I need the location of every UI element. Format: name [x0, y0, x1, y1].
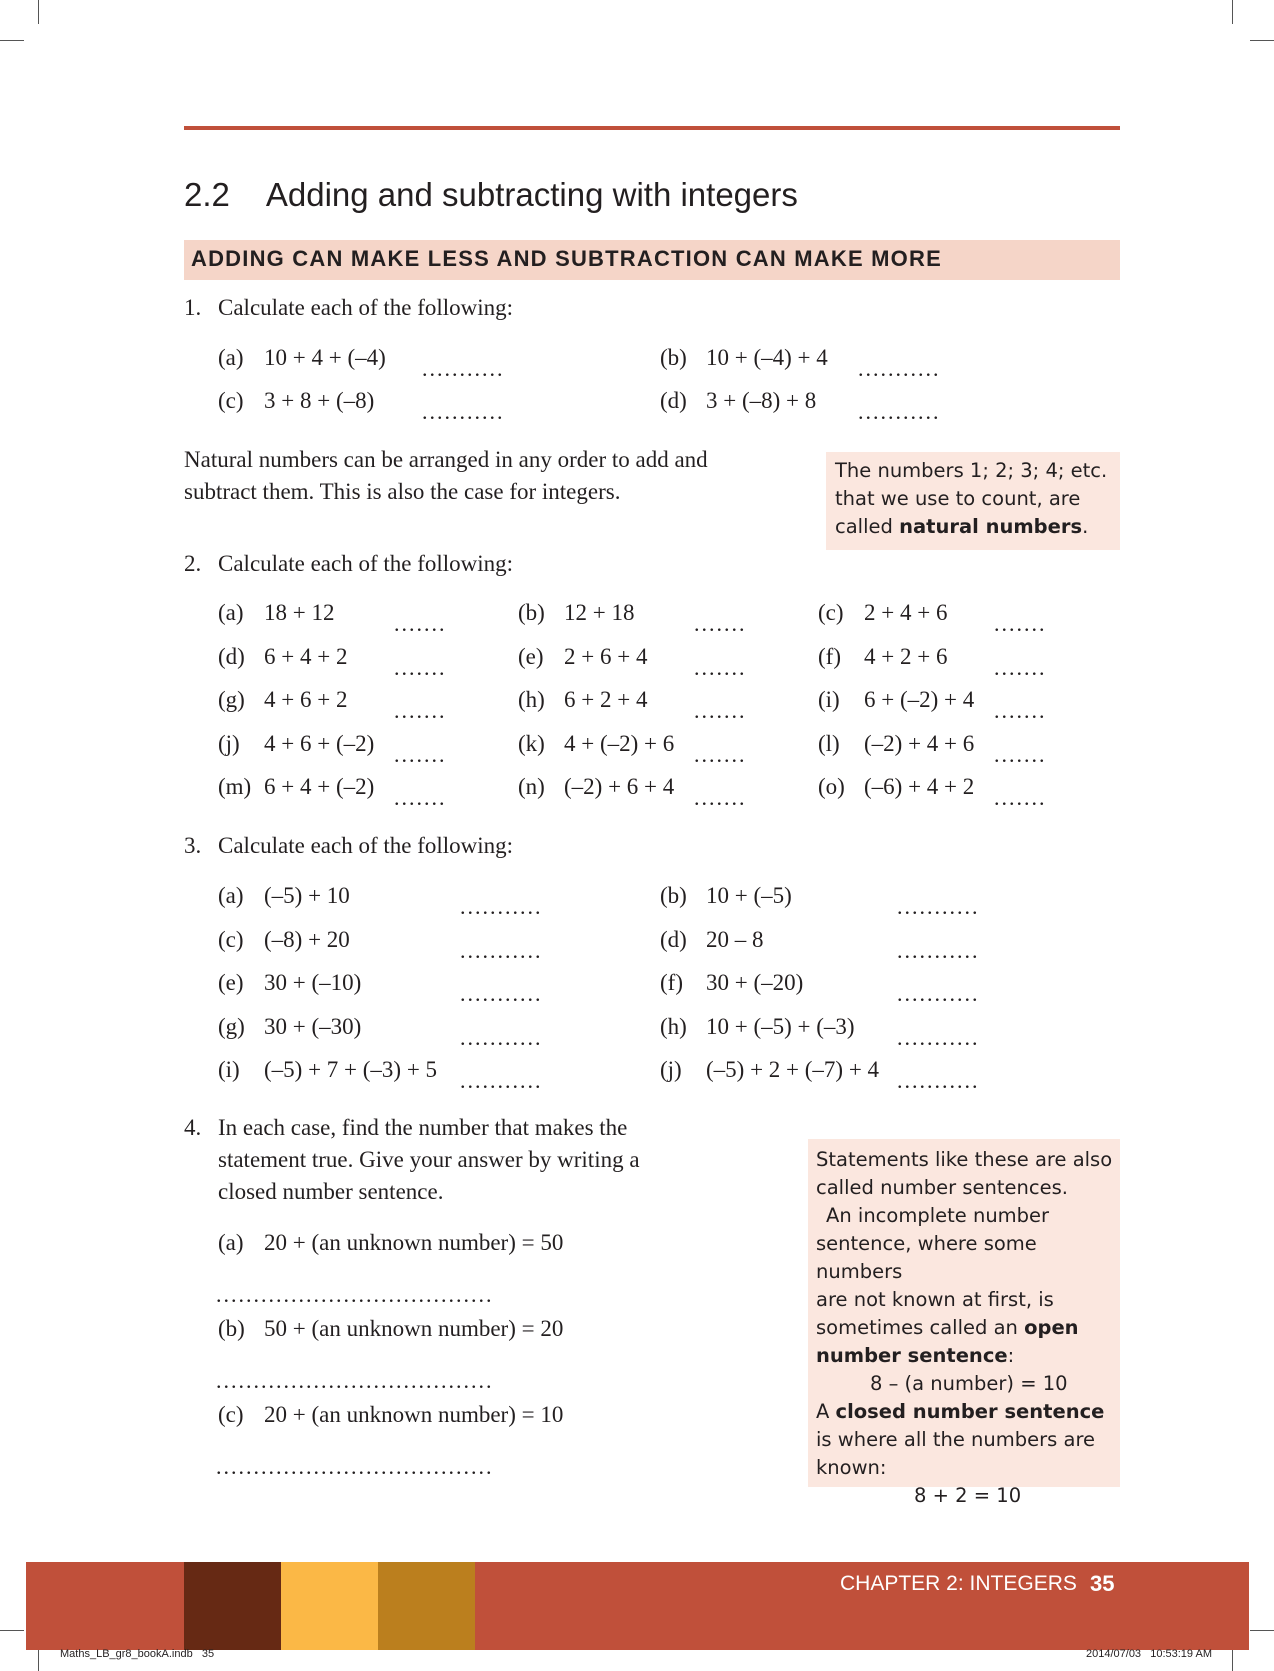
footer-swatch-gold	[378, 1562, 475, 1650]
answer-dots[interactable]: .......	[694, 785, 747, 810]
q2-item: (h) 6 + 2 + 4	[518, 687, 648, 712]
q1-text: Calculate each of the following:	[218, 295, 514, 320]
q2-item: (d) 6 + 4 + 2	[218, 643, 348, 669]
crop-mark	[1250, 40, 1274, 41]
q1-item: (b) 10 + (–4) + 4	[660, 345, 828, 370]
crop-mark	[38, 1647, 39, 1671]
top-rule	[184, 126, 1120, 130]
footer-chapter: CHAPTER 2: INTEGERS	[840, 1572, 1077, 1595]
q4-item: (a) 20 + (an unknown number) = 50	[218, 1230, 564, 1255]
q1-item: (c) 3 + 8 + (–8)	[218, 388, 375, 413]
page-number: 35	[1090, 1571, 1115, 1596]
crop-mark	[38, 0, 39, 24]
answer-dots[interactable]: .......	[994, 698, 1047, 723]
crop-mark	[1250, 1630, 1274, 1631]
answer-dots[interactable]: ...........	[858, 399, 941, 424]
answer-dots[interactable]: ...........	[422, 399, 505, 424]
q3-item: (a) (–5) + 10	[218, 883, 350, 908]
answer-dots[interactable]: .......	[394, 611, 447, 636]
answer-dots[interactable]: ...........	[460, 937, 543, 963]
q2-item: (m) 6 + 4 + (–2)	[218, 774, 375, 799]
crop-mark	[0, 40, 24, 41]
q4-item: (b) 50 + (an unknown number) = 20	[218, 1316, 564, 1341]
q2-item: (j) 4 + 6 + (–2)	[218, 730, 375, 756]
answer-dots[interactable]: ...........	[897, 981, 980, 1006]
slug-file: Maths_LB_gr8_bookA.indb 35	[60, 1648, 215, 1660]
q2-text: Calculate each of the following:	[218, 551, 514, 576]
answer-dots[interactable]: ...........	[460, 1068, 543, 1093]
answer-dots[interactable]: .......	[694, 611, 747, 636]
answer-dots[interactable]: ...........	[858, 356, 941, 381]
answer-dots[interactable]: ...........	[897, 1068, 980, 1093]
q3-item: (d) 20 – 8	[660, 926, 764, 952]
answer-dots[interactable]: .......	[994, 785, 1047, 810]
q1-number: 1.	[184, 295, 202, 320]
q4-text: In each case, find the number that makes the statement true. Give your answer by writing a closed number sentence.	[218, 1115, 640, 1204]
footer-swatch-dark	[184, 1562, 281, 1650]
q2-item: (e) 2 + 6 + 4	[518, 643, 648, 669]
note-number-sentences: Statements like these are also called number sentences. An incomplete number sentence, where some numbers are not known at first, is sometimes called an open number sentence: 8 – (a number) = 10 A closed number sentence is where all the numbers are known: 8 + 2 = 10	[808, 1139, 1120, 1487]
q3-item: (h) 10 + (–5) + (–3)	[660, 1013, 855, 1039]
answer-dots[interactable]: .....................................	[216, 1454, 494, 1479]
q2-item: (c) 2 + 4 + 6	[818, 600, 948, 625]
banner-text: ADDING CAN MAKE LESS AND SUBTRACTION CAN MAKE MORE	[191, 246, 942, 271]
section-heading	[184, 176, 798, 214]
answer-dots[interactable]: .......	[394, 654, 447, 680]
q2-item: (a) 18 + 12	[218, 600, 335, 625]
answer-dots[interactable]: .......	[394, 698, 447, 723]
q3-item: (i) (–5) + 7 + (–3) + 5	[218, 1057, 438, 1082]
answer-dots[interactable]: ...........	[460, 894, 543, 919]
slug-timestamp: 2014/07/03 10:53:19 AM	[1086, 1648, 1212, 1660]
crop-mark	[1232, 0, 1233, 24]
q1-item: (d) 3 + (–8) + 8	[660, 388, 817, 413]
q3-item: (f) 30 + (–20)	[660, 970, 804, 995]
q2-item: (f) 4 + 2 + 6	[818, 643, 948, 669]
section-number: 2.2	[184, 176, 230, 213]
answer-dots[interactable]: .......	[694, 698, 747, 723]
answer-dots[interactable]: .......	[994, 654, 1047, 680]
answer-dots[interactable]: .....................................	[216, 1368, 494, 1393]
section-title: Adding and subtracting with integers	[265, 176, 798, 213]
answer-dots[interactable]: ...........	[897, 937, 980, 963]
note-natural-numbers: The numbers 1; 2; 3; 4; etc. that we use to count, are called natural numbers.	[826, 452, 1120, 550]
answer-dots[interactable]: ...........	[897, 1024, 980, 1050]
natural-numbers-paragraph: Natural numbers can be arranged in any order to add and subtract them. This is also the case for integers.	[184, 447, 708, 504]
q2-item: (i) 6 + (–2) + 4	[818, 687, 975, 712]
answer-dots[interactable]: ...........	[897, 894, 980, 919]
answer-dots[interactable]: .......	[394, 741, 447, 767]
q3-text: Calculate each of the following:	[218, 833, 514, 858]
answer-dots[interactable]: ...........	[422, 356, 505, 381]
q1-item: (a) 10 + 4 + (–4)	[218, 345, 386, 370]
q3-item: (j) (–5) + 2 + (–7) + 4	[660, 1057, 880, 1082]
q3-item: (b) 10 + (–5)	[660, 883, 792, 908]
answer-dots[interactable]: ...........	[460, 1024, 543, 1050]
answer-dots[interactable]: .......	[694, 741, 747, 767]
q2-number: 2.	[184, 551, 202, 576]
q2-item: (n) (–2) + 6 + 4	[518, 774, 675, 799]
answer-dots[interactable]: .......	[694, 654, 747, 680]
footer-swatch-yellow	[281, 1562, 378, 1650]
q2-item: (l) (–2) + 4 + 6	[818, 730, 975, 756]
crop-mark	[0, 1630, 24, 1631]
q3-item: (c) (–8) + 20	[218, 926, 350, 952]
q3-item: (e) 30 + (–10)	[218, 970, 362, 995]
q2-item: (o) (–6) + 4 + 2	[818, 774, 975, 799]
answer-dots[interactable]: .......	[394, 785, 447, 810]
answer-dots[interactable]: .....................................	[216, 1282, 494, 1307]
crop-mark	[1232, 1647, 1233, 1671]
q3-item: (g) 30 + (–30)	[218, 1013, 362, 1039]
answer-dots[interactable]: ...........	[460, 981, 543, 1006]
q3-number: 3.	[184, 833, 202, 858]
q4-item: (c) 20 + (an unknown number) = 10	[218, 1402, 564, 1427]
q4-number: 4.	[184, 1115, 202, 1140]
answer-dots[interactable]: .......	[994, 611, 1047, 636]
q2-item: (g) 4 + 6 + 2	[218, 687, 348, 712]
q2-item: (b) 12 + 18	[518, 600, 635, 625]
q2-item: (k) 4 + (–2) + 6	[518, 730, 675, 756]
answer-dots[interactable]: .......	[994, 741, 1047, 767]
